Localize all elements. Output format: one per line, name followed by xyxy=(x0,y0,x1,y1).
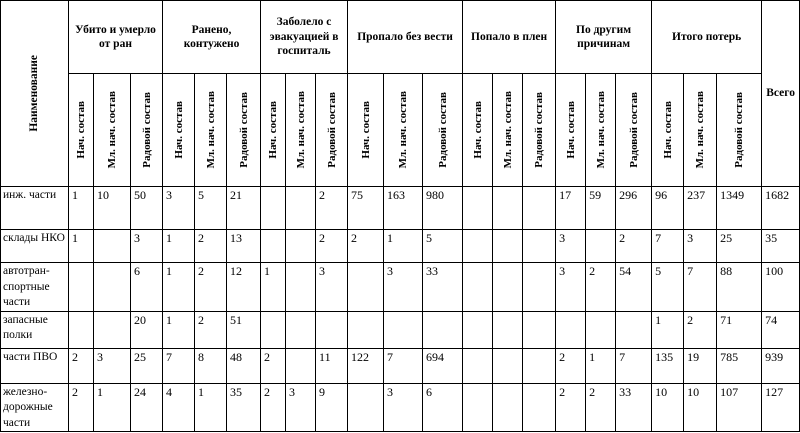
value-cell: 96 xyxy=(652,187,684,230)
value-cell: 10 xyxy=(684,383,717,432)
value-cell: 2 xyxy=(69,348,94,383)
subheader-commanders: Нач. состав xyxy=(348,74,384,187)
value-cell: 237 xyxy=(684,187,717,230)
table-row xyxy=(1,348,800,383)
value-cell: 2 xyxy=(316,187,348,230)
value-cell: 2 xyxy=(586,383,616,432)
value-cell: 6 xyxy=(423,383,463,432)
value-cell: 107 xyxy=(717,383,762,432)
total-cell: 100 xyxy=(762,263,800,312)
value-cell: 54 xyxy=(616,263,652,312)
value-cell xyxy=(348,311,384,348)
value-cell: 785 xyxy=(717,348,762,383)
subheader-rank-and-file: Радовой состав xyxy=(227,74,261,187)
value-cell xyxy=(586,311,616,348)
value-cell: 3 xyxy=(684,230,717,263)
value-cell xyxy=(384,311,423,348)
value-cell: 10 xyxy=(652,383,684,432)
value-cell xyxy=(286,263,316,312)
name-column-header: Наименование xyxy=(1,1,69,187)
value-cell: 35 xyxy=(227,383,261,432)
value-cell: 1 xyxy=(261,263,286,312)
group-header-other: По другим причинам xyxy=(556,1,652,74)
unit-name-cell: железно-дорожные части xyxy=(1,383,69,432)
value-cell: 7 xyxy=(163,348,195,383)
value-cell: 1349 xyxy=(717,187,762,230)
subheader-commanders: Нач. состав xyxy=(463,74,493,187)
subheader-rank-and-file: Радовой состав xyxy=(131,74,163,187)
value-cell xyxy=(261,230,286,263)
value-cell: 1 xyxy=(94,383,131,432)
value-cell xyxy=(493,263,523,312)
value-cell xyxy=(523,263,556,312)
value-cell: 1 xyxy=(195,383,227,432)
value-cell xyxy=(493,383,523,432)
subheader-junior-commanders: Мл. нач. состав xyxy=(384,74,423,187)
value-cell: 2 xyxy=(261,383,286,432)
value-cell xyxy=(286,311,316,348)
table-row xyxy=(1,383,800,432)
value-cell: 4 xyxy=(163,383,195,432)
value-cell: 7 xyxy=(684,263,717,312)
value-cell xyxy=(493,311,523,348)
value-cell xyxy=(348,383,384,432)
value-cell: 3 xyxy=(556,230,586,263)
group-header-sick: Заболело с эвакуацией в госпиталь xyxy=(261,1,348,74)
value-cell: 2 xyxy=(195,263,227,312)
value-cell: 59 xyxy=(586,187,616,230)
value-cell: 48 xyxy=(227,348,261,383)
group-header-captured: Попало в плен xyxy=(463,1,556,74)
value-cell: 1 xyxy=(163,311,195,348)
value-cell: 980 xyxy=(423,187,463,230)
value-cell: 24 xyxy=(131,383,163,432)
value-cell: 3 xyxy=(556,263,586,312)
value-cell: 7 xyxy=(616,348,652,383)
value-cell: 3 xyxy=(131,230,163,263)
group-header-killed: Убито и умерло от ран xyxy=(69,1,163,74)
value-cell xyxy=(463,383,493,432)
value-cell: 2 xyxy=(556,383,586,432)
value-cell xyxy=(523,383,556,432)
value-cell: 2 xyxy=(195,311,227,348)
value-cell: 3 xyxy=(384,263,423,312)
group-header-row xyxy=(1,1,800,74)
value-cell: 7 xyxy=(384,348,423,383)
value-cell: 11 xyxy=(316,348,348,383)
value-cell: 12 xyxy=(227,263,261,312)
subheader-commanders: Нач. состав xyxy=(261,74,286,187)
unit-name-cell: запасные полки xyxy=(1,311,69,348)
unit-name-cell: инж. части xyxy=(1,187,69,230)
unit-name-cell: склады НКО xyxy=(1,230,69,263)
subheader-junior-commanders: Мл. нач. состав xyxy=(586,74,616,187)
value-cell: 2 xyxy=(556,348,586,383)
value-cell: 25 xyxy=(131,348,163,383)
subheader-commanders: Нач. состав xyxy=(652,74,684,187)
value-cell: 2 xyxy=(684,311,717,348)
value-cell xyxy=(523,230,556,263)
value-cell xyxy=(493,187,523,230)
subheader-commanders: Нач. состав xyxy=(556,74,586,187)
value-cell: 51 xyxy=(227,311,261,348)
value-cell: 2 xyxy=(586,263,616,312)
subheader-rank-and-file: Радовой состав xyxy=(717,74,762,187)
value-cell xyxy=(523,348,556,383)
value-cell: 20 xyxy=(131,311,163,348)
value-cell xyxy=(286,348,316,383)
value-cell: 2 xyxy=(69,383,94,432)
subheader-rank-and-file: Радовой состав xyxy=(523,74,556,187)
group-header-total-losses: Итого потерь xyxy=(652,1,762,74)
value-cell: 88 xyxy=(717,263,762,312)
value-cell: 122 xyxy=(348,348,384,383)
total-cell: 939 xyxy=(762,348,800,383)
subheader-rank-and-file: Радовой состав xyxy=(423,74,463,187)
value-cell: 1 xyxy=(586,348,616,383)
total-cell: 1682 xyxy=(762,187,800,230)
total-cell: 35 xyxy=(762,230,800,263)
value-cell xyxy=(463,263,493,312)
value-cell: 1 xyxy=(384,230,423,263)
value-cell: 163 xyxy=(384,187,423,230)
subheader-junior-commanders: Мл. нач. состав xyxy=(94,74,131,187)
value-cell xyxy=(286,187,316,230)
value-cell: 8 xyxy=(195,348,227,383)
value-cell xyxy=(463,348,493,383)
value-cell: 19 xyxy=(684,348,717,383)
group-header-wounded: Ранено, контужено xyxy=(163,1,261,74)
value-cell: 694 xyxy=(423,348,463,383)
subheader-junior-commanders: Мл. нач. состав xyxy=(684,74,717,187)
value-cell xyxy=(616,311,652,348)
value-cell: 296 xyxy=(616,187,652,230)
value-cell: 2 xyxy=(195,230,227,263)
total-column-header: Всего xyxy=(762,1,800,187)
table-row xyxy=(1,263,800,312)
subheader-row xyxy=(1,74,800,187)
value-cell: 5 xyxy=(195,187,227,230)
value-cell: 135 xyxy=(652,348,684,383)
value-cell: 1 xyxy=(163,230,195,263)
value-cell: 1 xyxy=(69,230,94,263)
value-cell: 1 xyxy=(69,187,94,230)
subheader-commanders: Нач. состав xyxy=(163,74,195,187)
value-cell: 2 xyxy=(316,230,348,263)
value-cell: 71 xyxy=(717,311,762,348)
value-cell: 1 xyxy=(163,263,195,312)
value-cell xyxy=(423,311,463,348)
value-cell: 50 xyxy=(131,187,163,230)
subheader-junior-commanders: Мл. нач. состав xyxy=(493,74,523,187)
value-cell xyxy=(94,230,131,263)
value-cell xyxy=(94,311,131,348)
value-cell: 2 xyxy=(348,230,384,263)
value-cell: 5 xyxy=(423,230,463,263)
value-cell: 3 xyxy=(163,187,195,230)
value-cell: 13 xyxy=(227,230,261,263)
subheader-commanders: Нач. состав xyxy=(69,74,94,187)
value-cell xyxy=(69,311,94,348)
value-cell xyxy=(586,230,616,263)
value-cell xyxy=(463,311,493,348)
value-cell: 3 xyxy=(286,383,316,432)
value-cell: 7 xyxy=(652,230,684,263)
value-cell: 3 xyxy=(384,383,423,432)
value-cell: 33 xyxy=(423,263,463,312)
value-cell xyxy=(463,187,493,230)
value-cell xyxy=(316,311,348,348)
value-cell: 33 xyxy=(616,383,652,432)
value-cell: 25 xyxy=(717,230,762,263)
subheader-rank-and-file: Радовой состав xyxy=(616,74,652,187)
table-row xyxy=(1,230,800,263)
value-cell: 5 xyxy=(652,263,684,312)
value-cell xyxy=(261,311,286,348)
value-cell xyxy=(348,263,384,312)
value-cell: 3 xyxy=(94,348,131,383)
value-cell: 2 xyxy=(616,230,652,263)
value-cell: 9 xyxy=(316,383,348,432)
group-header-missing: Пропало без вести xyxy=(348,1,463,74)
value-cell: 3 xyxy=(316,263,348,312)
total-cell: 127 xyxy=(762,383,800,432)
value-cell: 75 xyxy=(348,187,384,230)
value-cell xyxy=(523,311,556,348)
value-cell xyxy=(523,187,556,230)
value-cell: 2 xyxy=(261,348,286,383)
value-cell: 21 xyxy=(227,187,261,230)
unit-name-cell: автотран-спортные части xyxy=(1,263,69,312)
subheader-junior-commanders: Мл. нач. состав xyxy=(195,74,227,187)
value-cell xyxy=(463,230,493,263)
value-cell xyxy=(69,263,94,312)
subheader-junior-commanders: Мл. нач. состав xyxy=(286,74,316,187)
value-cell xyxy=(94,263,131,312)
value-cell: 10 xyxy=(94,187,131,230)
unit-name-cell: части ПВО xyxy=(1,348,69,383)
value-cell: 17 xyxy=(556,187,586,230)
subheader-rank-and-file: Радовой состав xyxy=(316,74,348,187)
table-row xyxy=(1,187,800,230)
total-cell: 74 xyxy=(762,311,800,348)
value-cell: 6 xyxy=(131,263,163,312)
value-cell xyxy=(261,187,286,230)
value-cell: 1 xyxy=(652,311,684,348)
table-row xyxy=(1,311,800,348)
value-cell xyxy=(556,311,586,348)
value-cell xyxy=(493,230,523,263)
value-cell xyxy=(493,348,523,383)
value-cell xyxy=(286,230,316,263)
